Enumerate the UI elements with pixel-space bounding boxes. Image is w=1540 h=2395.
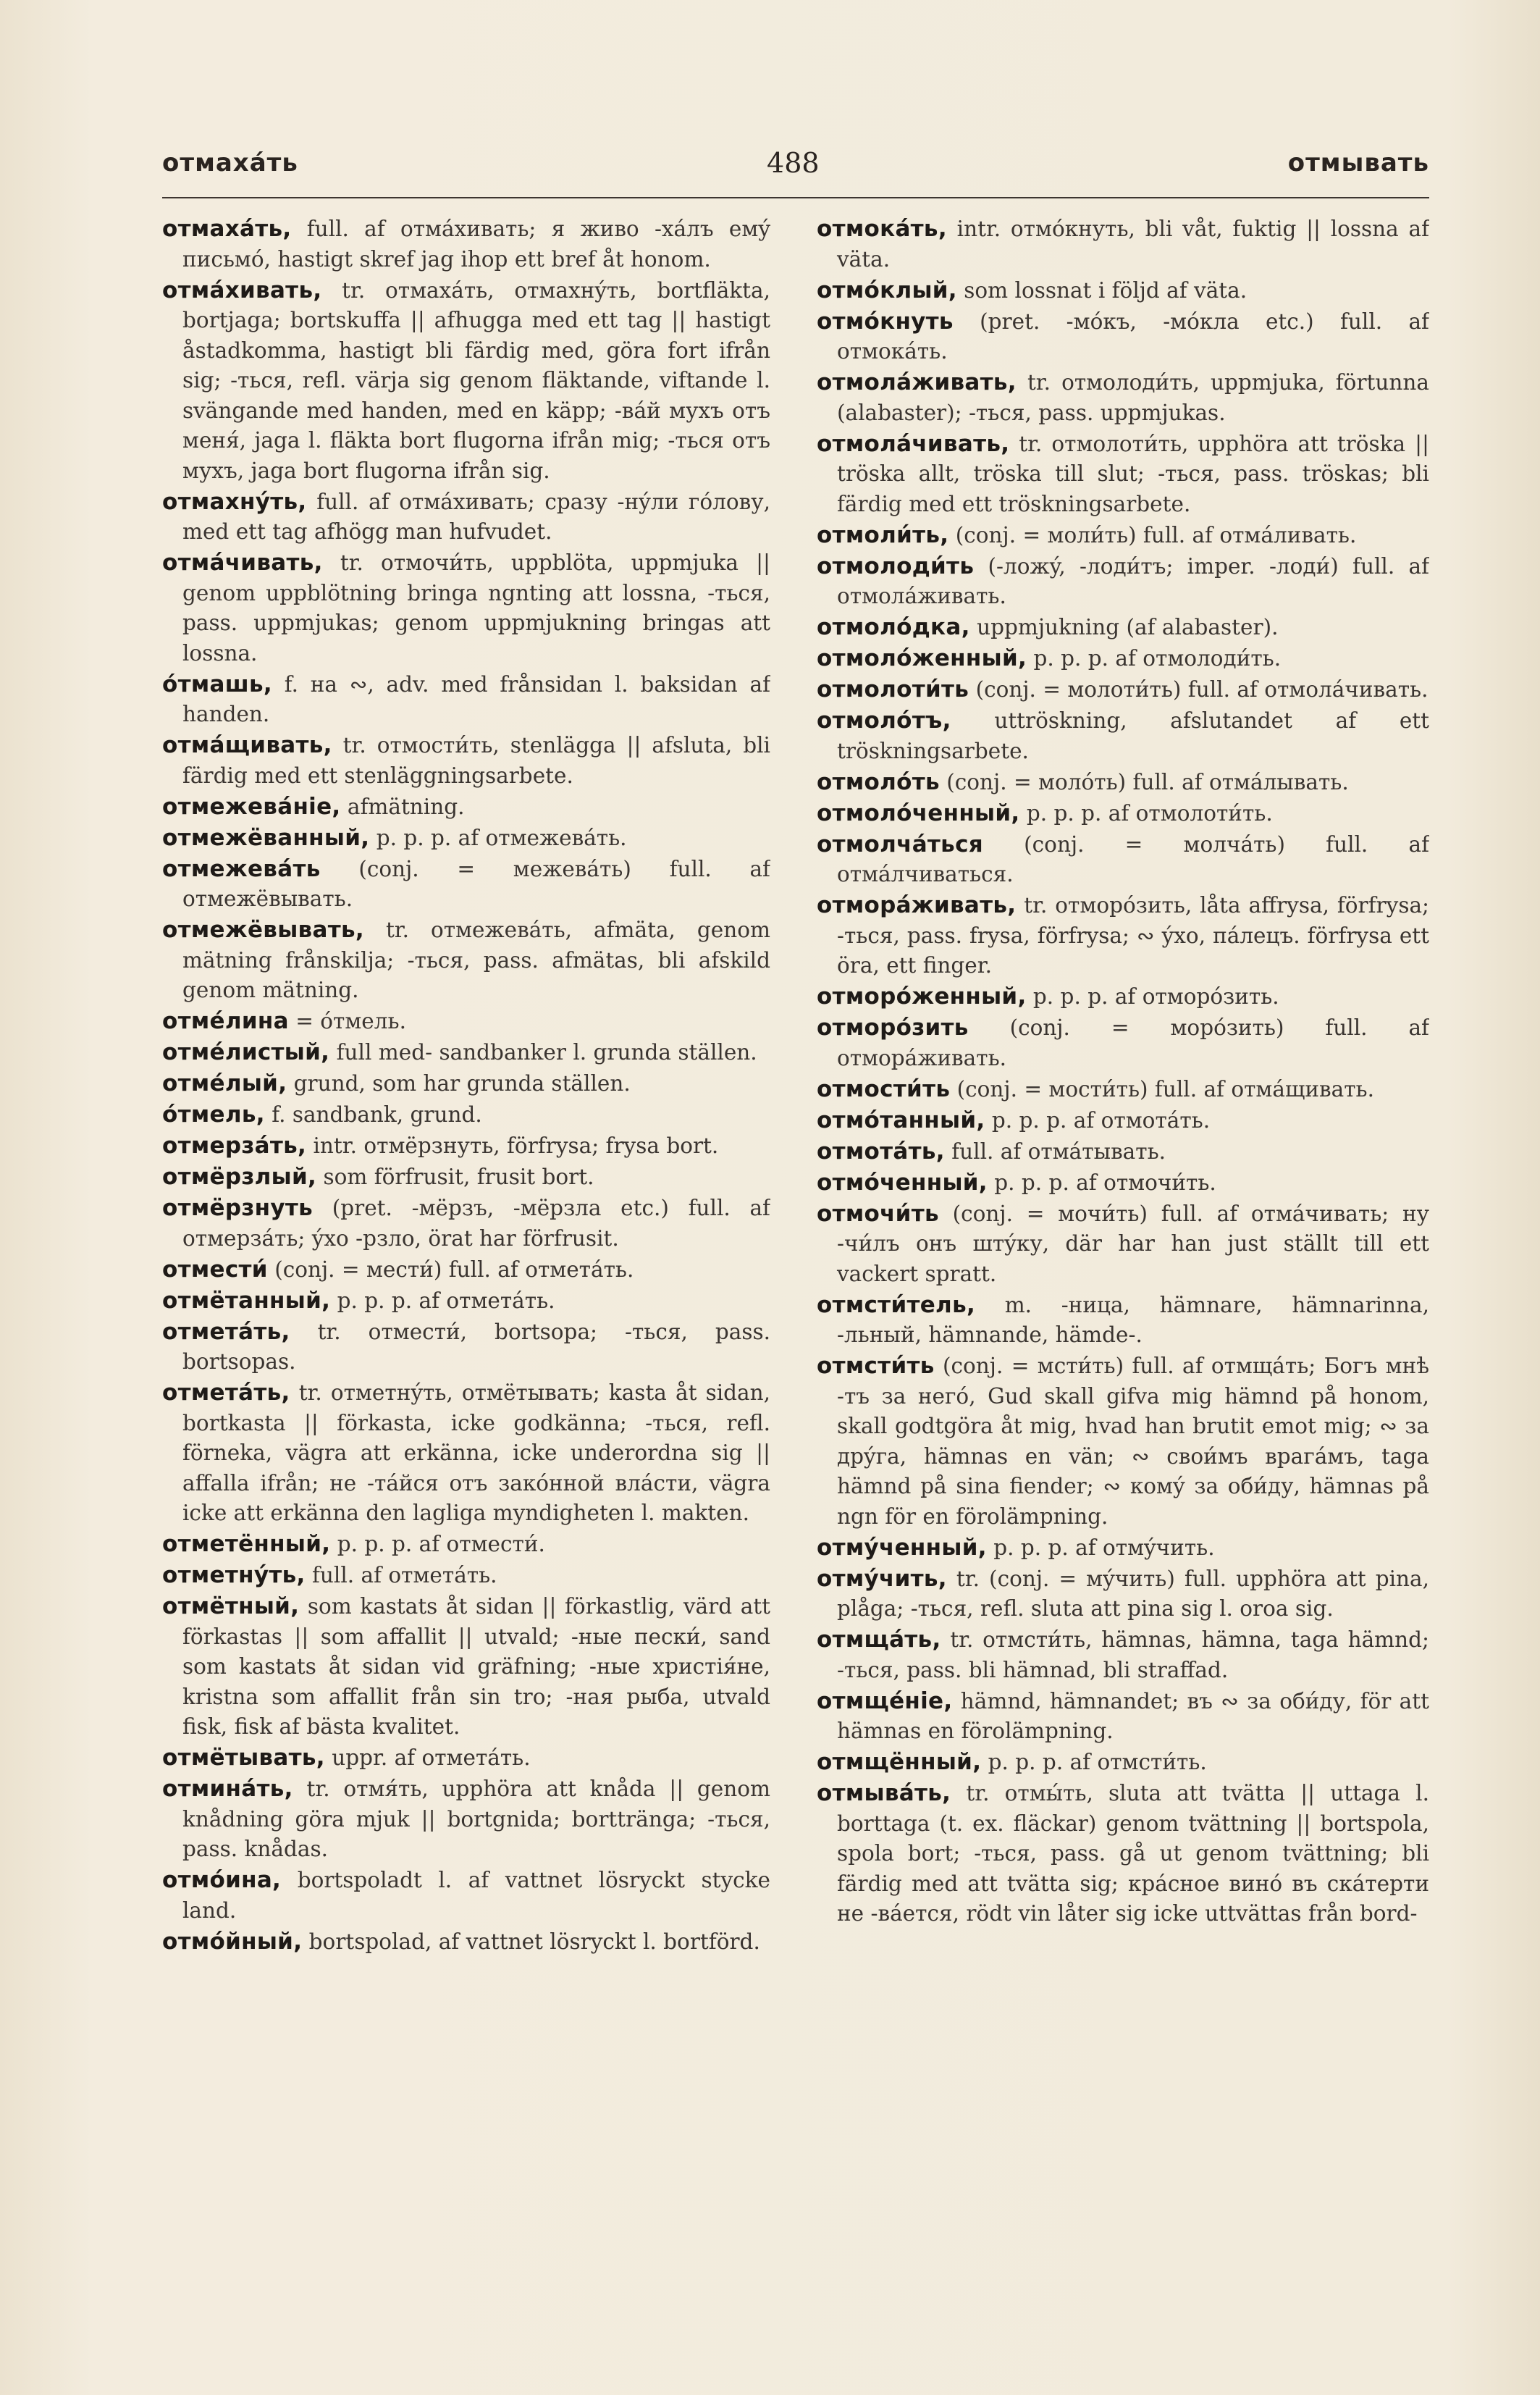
dictionary-entry (817, 1533, 1429, 1564)
entry-headword: отмщéніе, (817, 1687, 953, 1714)
entry-headword: óтмель, (162, 1102, 265, 1128)
dictionary-entry (162, 1131, 770, 1162)
dictionary-entry (817, 1137, 1429, 1167)
entry-definition: p. p. p. af отмочи́ть. (994, 1170, 1216, 1195)
dictionary-entry (162, 1317, 770, 1377)
dictionary-entry (817, 521, 1429, 551)
entry-definition: (conj. = моли́ть) full. af отмáливать. (955, 522, 1357, 548)
entry-definition: (pret. -мóкъ, -мóкла etc.) full. af отмокáть. (837, 309, 1429, 364)
entry-headword: отмолчáться (817, 831, 983, 857)
entry-definition: tr. отмежевáть, afmäta, genom mätning frånskilja; -ться, pass. afmätas, bli afskild genom mätning. (182, 918, 770, 1002)
entry-headword: отмотáть, (817, 1138, 945, 1165)
entry-definition: (conj. = молóть) full. af отмáлывать. (946, 769, 1349, 794)
dictionary-entry (817, 1075, 1429, 1105)
entry-headword: отмóйный, (162, 1928, 303, 1955)
dictionary-entry (162, 487, 770, 548)
entry-headword: отмщáть, (817, 1627, 941, 1653)
two-column-body (162, 214, 1429, 2358)
entry-definition: p. p. p. af отмсти́ть. (988, 1750, 1207, 1774)
entry-headword: отмáчивать, (162, 550, 323, 576)
entry-headword: отморóженный, (817, 983, 1027, 1010)
dictionary-entry (817, 982, 1429, 1012)
entry-headword: отмолóченный, (817, 800, 1020, 826)
entry-headword: óтмашь, (162, 671, 272, 697)
entry-definition: tr. отмести́, bortsopa; -ться, pass. bortsopas. (182, 1319, 770, 1374)
dictionary-entry (162, 1866, 770, 1926)
dictionary-entry (817, 368, 1429, 428)
dictionary-entry (162, 1592, 770, 1742)
dictionary-entry (162, 1100, 770, 1131)
entry-headword: отмолоти́ть (817, 676, 969, 702)
entry-headword: отмости́ть (817, 1075, 951, 1102)
entry-definition: f. sandbank, grund. (272, 1102, 482, 1127)
entry-definition: afmätning. (347, 794, 465, 819)
dictionary-entry (162, 1286, 770, 1317)
dictionary-entry (817, 1168, 1429, 1199)
entry-definition: (conj. = молчáть) full. af отмáлчиваться. (837, 831, 1429, 886)
dictionary-entry (817, 830, 1429, 890)
entry-definition: p. p. p. af отморóзить. (1032, 984, 1279, 1009)
entry-headword: отмолáчивать, (817, 430, 1010, 457)
entry-headword: отмерзáть, (162, 1133, 307, 1159)
entry-headword: отмéлый, (162, 1070, 287, 1096)
right-column (805, 214, 1429, 2358)
entry-headword: отмéлистый, (162, 1039, 330, 1065)
dictionary-entry (162, 1530, 770, 1560)
entry-headword: отмолоди́ть (817, 553, 975, 579)
entry-headword: отмолóть (817, 768, 940, 795)
dictionary-entry (162, 823, 770, 854)
entry-headword: отмёрзнуть (162, 1195, 314, 1221)
dictionary-entry (162, 276, 770, 487)
entry-headword: отмóтанный, (817, 1107, 985, 1133)
dictionary-entry (817, 1291, 1429, 1351)
dictionary-entry (817, 891, 1429, 981)
entry-definition: (conj. = молоти́ть) full. af отмолáчивать. (975, 677, 1429, 702)
entry-definition: full. af отмáхивать; я живо -хáлъ емý письмó, hastigt skref jag ihop ett bref åt honom. (182, 217, 770, 272)
entry-headword: отмокáть, (817, 216, 947, 242)
entry-definition: (conj. = межевáть) full. af отмежёвывать. (182, 856, 770, 911)
dictionary-entry (162, 1255, 770, 1285)
entry-headword: отмоли́ть, (817, 521, 949, 548)
dictionary-entry (162, 1194, 770, 1254)
entry-headword: отмóченный, (817, 1169, 988, 1196)
entry-definition: tr. отмолоди́ть, uppmjuka, förtunna (alabaster); -ться, pass. uppmjukas. (837, 370, 1429, 425)
entry-definition: (-ложý, -лоди́тъ; imper. -лоди́) full. af отмолáживать. (837, 553, 1429, 608)
entry-definition: (conj. = мочи́ть) full. af отмáчивать; ну -чи́лъ онъ штýку, där har han just ställt till ett vackert spratt. (837, 1201, 1429, 1286)
dictionary-entry (817, 675, 1429, 705)
entry-headword: отмóкнуть (817, 308, 954, 335)
header-rule (162, 197, 1429, 198)
dictionary-entry (162, 1743, 770, 1774)
entry-headword: отметáть, (162, 1318, 290, 1345)
dictionary-entry (817, 1013, 1429, 1073)
entry-definition: (conj. = мости́ть) full. af отмáщивать. (956, 1076, 1374, 1102)
entry-definition: uttröskning, afslutandet af ett tröskningsarbete. (837, 708, 1429, 763)
dictionary-entry (817, 1351, 1429, 1532)
entry-headword: отмýченный, (817, 1534, 987, 1561)
page-number: 488 (767, 147, 820, 179)
dictionary-entry (817, 1779, 1429, 1929)
entry-definition: tr. отмсти́ть, hämnas, hämna, taga hämnd; -ться, pass. bli hämnad, bli straffad. (837, 1627, 1429, 1682)
entry-definition: uppmjukning (af alabaster). (977, 615, 1279, 639)
entry-definition: p. p. p. af отмести́. (337, 1532, 545, 1556)
dictionary-entry (817, 429, 1429, 520)
entry-headword: отметнýть, (162, 1562, 306, 1588)
entry-definition: som lossnat i följd af väta. (964, 277, 1247, 303)
entry-headword: отмежёванный, (162, 824, 370, 851)
entry-headword: отмщённый, (817, 1749, 982, 1775)
entry-definition: tr. отметнýть, отмётывать; kasta åt sidan, bortkasta || förkasta, icke godkänna; -ться, refl. förneka, vägra att erkänna, icke underordna sig || affalla ifrån; не -тáйся отъ закóнной влáсти, vägra icke att erkänna den lagliga myndigheten l. makten. (182, 1380, 770, 1525)
running-head-right-word: отмывать (1287, 148, 1429, 177)
entry-headword: отминáть, (162, 1776, 293, 1802)
entry-definition: tr. отмости́ть, stenlägga || afsluta, bli färdig med ett stenläggningsarbete. (182, 733, 770, 788)
entry-definition: full. af отмáхивать; сразу -нýли гóлову, med ett tag afhögg man hufvudet. (182, 489, 770, 544)
entry-definition: p. p. p. af отмолоти́ть. (1026, 800, 1273, 826)
entry-definition: p. p. p. af отмолоди́ть. (1033, 646, 1282, 671)
entry-definition: grund, som har grunda ställen. (293, 1071, 631, 1096)
entry-definition: intr. отмóкнуть, bli våt, fuktig || lossna af väta. (837, 217, 1429, 272)
entry-headword: отморáживать, (817, 892, 1017, 918)
dictionary-entry (817, 1687, 1429, 1747)
dictionary-entry (817, 799, 1429, 829)
running-head (162, 141, 1429, 185)
dictionary-entry (162, 915, 770, 1006)
dictionary-entry (162, 670, 770, 730)
entry-headword: отморóзить (817, 1015, 969, 1041)
entry-headword: отмолóженный, (817, 645, 1027, 671)
entry-definition: (conj. = мсти́ть) full. af отмщáть; Богъ мнѣ -тъ за негó, Gud skall gifva mig hämnd på honom, skall godtgöra åt mig, hvad han brutit emot mig; ∾ за дрýга, hämnas en vän; ∾ свои́мъ врагáмъ, taga hämnd på sina fiender; ∾ комý за оби́ду, hämnas på ngn för en förolämpning. (837, 1354, 1429, 1529)
entry-headword: отмежёвывать, (162, 917, 364, 943)
dictionary-entry (817, 1625, 1429, 1685)
entry-definition: p. p. p. af отмýчить. (993, 1535, 1215, 1560)
dictionary-entry (162, 214, 770, 274)
dictionary-entry (817, 613, 1429, 643)
entry-definition: p. p. p. af отметáть. (337, 1288, 555, 1313)
entry-headword: отмóина, (162, 1867, 282, 1893)
entry-headword: отмóклый, (817, 277, 957, 303)
dictionary-entry (162, 1561, 770, 1591)
entry-definition: p. p. p. af отмежевáть. (376, 825, 627, 850)
entry-definition: tr. отморóзить, låta affrysa, förfrysa; -ться, pass. frysa, förfrysa; ∾ ýхо, пáлецъ. förfrysa ett öra, ett finger. (837, 893, 1429, 978)
entry-definition: full med- sandbanker l. grunda ställen. (336, 1040, 757, 1065)
entry-headword: отметáть, (162, 1380, 290, 1406)
dictionary-entry (817, 1199, 1429, 1290)
entry-headword: отмётывать, (162, 1745, 325, 1771)
entry-definition: bortspoladt l. af vattnet lösryckt stycke land. (182, 1868, 770, 1923)
entry-definition: tr. (conj. = мýчить) full. upphöra att pina, plåga; -ться, refl. sluta att pina sig l. oroa sig. (837, 1566, 1429, 1621)
dictionary-entry (817, 276, 1429, 306)
entry-definition: uppr. af отметáть. (332, 1745, 531, 1770)
entry-headword: отмочи́ть (817, 1200, 939, 1227)
dictionary-entry (162, 1069, 770, 1099)
entry-definition: som kastats åt sidan || förkastlig, värd att förkastas || som affallit || utvald; -ные пески́, sand som kastats åt sidan vid gräfning; -ные христія́не, kristna som affallit från sin tro; -ная рыба, utvald fisk, fisk af bästa kvalitet. (182, 1594, 770, 1739)
dictionary-entry (162, 731, 770, 791)
entry-headword: отмсти́тель, (817, 1291, 976, 1318)
entry-definition: full. af отмáтывать. (951, 1138, 1166, 1164)
entry-definition: (pret. -мёрзъ, -мёрзла etc.) full. af отмерзáть; ýхо -рзло, örat har förfrusit. (182, 1196, 770, 1251)
dictionary-entry (162, 1378, 770, 1529)
dictionary-entry (817, 552, 1429, 612)
running-head-left-word: отмахáть (162, 148, 298, 177)
entry-definition: (conj. = мести́) full. af отметáть. (274, 1257, 634, 1282)
entry-headword: отмолóдка, (817, 614, 970, 640)
entry-headword: отметённый, (162, 1531, 331, 1557)
entry-headword: отмáщивать, (162, 732, 332, 758)
dictionary-entry (162, 1774, 770, 1865)
entry-headword: отмахнýть, (162, 488, 307, 515)
dictionary-entry (817, 768, 1429, 798)
entry-definition: som förfrusit, frusit bort. (323, 1165, 594, 1189)
dictionary-entry (162, 1162, 770, 1193)
entry-definition: tr. отмя́ть, upphöra att knåda || genom knådning göra mjuk || bortgnida; borttränga; -ться, pass. knådas. (182, 1777, 770, 1861)
entry-definition: = óтмель. (295, 1009, 406, 1033)
entry-headword: отмежевáніе, (162, 793, 341, 820)
entry-definition: tr. отмахáть, отмахнýть, bortfläkta, bortjaga; bortskuffa || afhugga med ett tag || hastigt åstadkomma, hastigt bli färdig med, göra fort ifrån sig; -ться, refl. värja sig genom fläktande, viftande l. svängande med handen, med en käpp; -вáй мухъ отъ меня́, jaga l. fläkta bort flugorna ifrån mig; -ться отъ мухъ, jaga bort flugorna ifrån sig. (182, 277, 770, 483)
dictionary-entry (817, 307, 1429, 367)
entry-definition: p. p. p. af отмотáть. (991, 1107, 1211, 1133)
entry-headword: отмáхивать, (162, 277, 322, 303)
dictionary-entry (817, 706, 1429, 766)
dictionary-entry (817, 214, 1429, 274)
entry-definition: full. af отметáть. (311, 1563, 497, 1587)
entry-definition: m. -ница, hämnare, hämnarinna, -льный, hämnande, hämde-. (837, 1292, 1429, 1347)
dictionary-entry (817, 1748, 1429, 1778)
dictionary-entry (162, 1927, 770, 1958)
entry-definition: tr. отмочи́ть, uppblöta, uppmjuka || genom uppblötning bringa ngnting att lossna, -ться, pass. uppmjukas; genom uppmjukning bringas att lossna. (182, 550, 770, 666)
dictionary-entry (817, 644, 1429, 674)
left-column (162, 214, 770, 2358)
entry-definition: f. на ∾, adv. med frånsidan l. baksidan af handen. (182, 671, 770, 726)
entry-definition: (conj. = морóзить) full. af отморáживать. (837, 1015, 1429, 1070)
entry-headword: отмести́ (162, 1256, 268, 1283)
entry-definition: bortspolad, af vattnet lösryckt l. bortförd. (308, 1929, 760, 1954)
entry-headword: отмывáть, (817, 1780, 951, 1806)
entry-headword: отмахáть, (162, 216, 292, 242)
entry-definition: hämnd, hämnandet; въ ∾ за оби́ду, för att hämnas en förolämpning. (837, 1688, 1429, 1743)
entry-definition: tr. отмы́ть, sluta att tvätta || uttaga l. borttaga (t. ex. fläckar) genom tvättning || bortspola, spola bort; -ться, pass. gå ut genom tvättning; bli färdig med att tvätta sig; крáсное винó въ скáтерти не -вáется, rödt vin låter sig icke uttvättas från bord- (837, 1781, 1429, 1926)
dictionary-entry (162, 792, 770, 823)
dictionary-entry (162, 1038, 770, 1068)
entry-headword: отмýчить, (817, 1565, 947, 1592)
entry-headword: отмёрзлый, (162, 1164, 317, 1190)
entry-headword: отмсти́ть (817, 1353, 935, 1379)
dictionary-entry (162, 1007, 770, 1037)
entry-headword: отмежевáть (162, 855, 321, 882)
dictionary-entry (817, 1106, 1429, 1136)
dictionary-entry (162, 855, 770, 915)
entry-definition: tr. отмолоти́ть, upphöra att tröska || tröska allt, tröska till slut; -ться, pass. tröskas; bli färdig med ett tröskningsarbete. (837, 431, 1429, 516)
entry-headword: отмётный, (162, 1593, 300, 1619)
entry-headword: отмолáживать, (817, 369, 1017, 395)
dictionary-entry (817, 1564, 1429, 1624)
entry-headword: отмéлина (162, 1008, 289, 1034)
entry-headword: отмётанный, (162, 1287, 331, 1314)
entry-definition: intr. отмёрзнуть, förfrysa; frysa bort. (313, 1133, 719, 1158)
dictionary-entry (162, 548, 770, 668)
entry-headword: отмолóтъ, (817, 708, 951, 734)
